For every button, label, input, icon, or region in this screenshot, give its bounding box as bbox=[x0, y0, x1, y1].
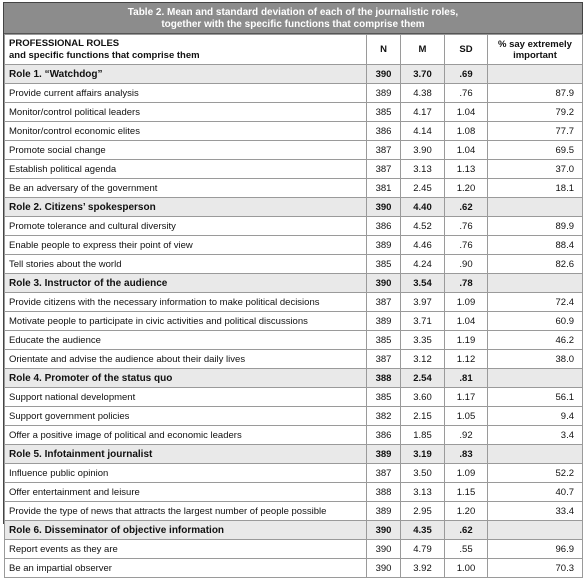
header-roles-line-1: PROFESSIONAL ROLES bbox=[9, 37, 120, 49]
function-row bbox=[5, 141, 583, 160]
row-label: Tell stories about the world bbox=[5, 255, 367, 274]
row-pct: 18.1 bbox=[488, 179, 583, 198]
row-sd: .83 bbox=[445, 445, 488, 464]
function-row bbox=[5, 293, 583, 312]
row-m: 1.85 bbox=[401, 426, 445, 445]
header-n: N bbox=[367, 35, 401, 65]
function-row bbox=[5, 103, 583, 122]
row-m: 3.13 bbox=[401, 160, 445, 179]
row-pct: 82.6 bbox=[488, 255, 583, 274]
function-row bbox=[5, 331, 583, 350]
header-m: M bbox=[401, 35, 445, 65]
row-label: Monitor/control political leaders bbox=[5, 103, 367, 122]
role-row bbox=[5, 274, 583, 293]
row-pct: 77.7 bbox=[488, 122, 583, 141]
row-m: 4.14 bbox=[401, 122, 445, 141]
header-pct-line-2: important bbox=[513, 49, 557, 61]
row-n: 387 bbox=[367, 293, 401, 312]
role-row bbox=[5, 521, 583, 540]
row-label: Offer a positive image of political and economic leaders bbox=[5, 426, 367, 445]
function-row bbox=[5, 407, 583, 426]
row-sd: 1.17 bbox=[445, 388, 488, 407]
row-m: 3.13 bbox=[401, 483, 445, 502]
table-title bbox=[4, 3, 582, 34]
title-line-2: together with the specific functions that comprise them bbox=[161, 19, 425, 30]
header-row bbox=[5, 35, 583, 65]
row-label: Role 3. Instructor of the audience bbox=[5, 274, 367, 293]
row-m: 4.52 bbox=[401, 217, 445, 236]
function-row bbox=[5, 255, 583, 274]
row-pct: 56.1 bbox=[488, 388, 583, 407]
row-label: Role 1. “Watchdog” bbox=[5, 65, 367, 84]
row-label: Enable people to express their point of view bbox=[5, 236, 367, 255]
row-pct: 89.9 bbox=[488, 217, 583, 236]
row-m: 4.40 bbox=[401, 198, 445, 217]
row-n: 390 bbox=[367, 521, 401, 540]
row-pct: 52.2 bbox=[488, 464, 583, 483]
row-m: 3.50 bbox=[401, 464, 445, 483]
row-m: 3.54 bbox=[401, 274, 445, 293]
row-m: 3.97 bbox=[401, 293, 445, 312]
row-n: 382 bbox=[367, 407, 401, 426]
row-sd: .76 bbox=[445, 236, 488, 255]
row-sd: 1.04 bbox=[445, 103, 488, 122]
row-label: Offer entertainment and leisure bbox=[5, 483, 367, 502]
row-m: 3.70 bbox=[401, 65, 445, 84]
row-sd: .76 bbox=[445, 217, 488, 236]
row-m: 2.95 bbox=[401, 502, 445, 521]
row-n: 389 bbox=[367, 445, 401, 464]
function-row bbox=[5, 426, 583, 445]
row-n: 386 bbox=[367, 217, 401, 236]
row-label: Educate the audience bbox=[5, 331, 367, 350]
row-m: 4.79 bbox=[401, 540, 445, 559]
roles-table bbox=[4, 34, 583, 578]
function-row bbox=[5, 236, 583, 255]
row-n: 385 bbox=[367, 331, 401, 350]
row-label: Be an adversary of the government bbox=[5, 179, 367, 198]
row-sd: 1.20 bbox=[445, 502, 488, 521]
row-label: Promote social change bbox=[5, 141, 367, 160]
function-row bbox=[5, 540, 583, 559]
function-row bbox=[5, 559, 583, 578]
function-row bbox=[5, 122, 583, 141]
row-n: 390 bbox=[367, 65, 401, 84]
function-row bbox=[5, 483, 583, 502]
row-sd: 1.04 bbox=[445, 141, 488, 160]
row-label: Monitor/control economic elites bbox=[5, 122, 367, 141]
row-label: Support national development bbox=[5, 388, 367, 407]
row-m: 2.45 bbox=[401, 179, 445, 198]
row-label: Role 2. Citizens’ spokesperson bbox=[5, 198, 367, 217]
row-n: 387 bbox=[367, 160, 401, 179]
row-label: Influence public opinion bbox=[5, 464, 367, 483]
row-n: 389 bbox=[367, 312, 401, 331]
row-label: Provide current affairs analysis bbox=[5, 84, 367, 103]
row-pct: 60.9 bbox=[488, 312, 583, 331]
row-pct bbox=[488, 521, 583, 540]
row-m: 3.90 bbox=[401, 141, 445, 160]
row-label: Support government policies bbox=[5, 407, 367, 426]
row-n: 388 bbox=[367, 369, 401, 388]
row-m: 3.71 bbox=[401, 312, 445, 331]
row-pct: 79.2 bbox=[488, 103, 583, 122]
function-row bbox=[5, 502, 583, 521]
row-sd: .62 bbox=[445, 198, 488, 217]
role-row bbox=[5, 445, 583, 464]
row-n: 390 bbox=[367, 274, 401, 293]
header-roles bbox=[5, 35, 367, 65]
row-sd: .90 bbox=[445, 255, 488, 274]
row-n: 390 bbox=[367, 559, 401, 578]
row-sd: 1.09 bbox=[445, 464, 488, 483]
row-sd: .81 bbox=[445, 369, 488, 388]
row-n: 386 bbox=[367, 426, 401, 445]
row-m: 4.38 bbox=[401, 84, 445, 103]
row-sd: .62 bbox=[445, 521, 488, 540]
row-label: Motivate people to participate in civic activities and political discussions bbox=[5, 312, 367, 331]
row-sd: 1.15 bbox=[445, 483, 488, 502]
row-pct: 88.4 bbox=[488, 236, 583, 255]
header-pct bbox=[488, 35, 583, 65]
row-n: 389 bbox=[367, 502, 401, 521]
row-pct bbox=[488, 274, 583, 293]
row-sd: 1.05 bbox=[445, 407, 488, 426]
row-sd: 1.00 bbox=[445, 559, 488, 578]
row-m: 3.12 bbox=[401, 350, 445, 369]
function-row bbox=[5, 179, 583, 198]
role-row bbox=[5, 198, 583, 217]
row-m: 4.46 bbox=[401, 236, 445, 255]
row-label: Role 6. Disseminator of objective information bbox=[5, 521, 367, 540]
row-pct: 3.4 bbox=[488, 426, 583, 445]
function-row bbox=[5, 464, 583, 483]
row-m: 4.17 bbox=[401, 103, 445, 122]
row-label: Role 5. Infotainment journalist bbox=[5, 445, 367, 464]
row-sd: 1.19 bbox=[445, 331, 488, 350]
row-pct bbox=[488, 198, 583, 217]
row-pct: 70.3 bbox=[488, 559, 583, 578]
row-sd: 1.20 bbox=[445, 179, 488, 198]
row-label: Role 4. Promoter of the status quo bbox=[5, 369, 367, 388]
function-row bbox=[5, 217, 583, 236]
row-pct bbox=[488, 65, 583, 84]
row-sd: 1.08 bbox=[445, 122, 488, 141]
row-m: 4.35 bbox=[401, 521, 445, 540]
row-pct: 38.0 bbox=[488, 350, 583, 369]
function-row bbox=[5, 160, 583, 179]
row-pct: 46.2 bbox=[488, 331, 583, 350]
row-sd: .55 bbox=[445, 540, 488, 559]
row-pct: 9.4 bbox=[488, 407, 583, 426]
role-row bbox=[5, 369, 583, 388]
row-n: 381 bbox=[367, 179, 401, 198]
row-m: 3.92 bbox=[401, 559, 445, 578]
header-sd: SD bbox=[445, 35, 488, 65]
row-label: Report events as they are bbox=[5, 540, 367, 559]
row-sd: 1.04 bbox=[445, 312, 488, 331]
row-label: Orientate and advise the audience about their daily lives bbox=[5, 350, 367, 369]
row-sd: 1.12 bbox=[445, 350, 488, 369]
row-n: 385 bbox=[367, 103, 401, 122]
row-m: 3.35 bbox=[401, 331, 445, 350]
row-pct: 37.0 bbox=[488, 160, 583, 179]
row-pct: 69.5 bbox=[488, 141, 583, 160]
row-n: 385 bbox=[367, 388, 401, 407]
row-pct: 87.9 bbox=[488, 84, 583, 103]
row-n: 388 bbox=[367, 483, 401, 502]
function-row bbox=[5, 312, 583, 331]
row-sd: .92 bbox=[445, 426, 488, 445]
row-label: Provide the type of news that attracts the largest number of people possible bbox=[5, 502, 367, 521]
row-pct bbox=[488, 369, 583, 388]
row-n: 389 bbox=[367, 236, 401, 255]
table-frame bbox=[3, 2, 583, 574]
row-n: 389 bbox=[367, 84, 401, 103]
row-n: 387 bbox=[367, 464, 401, 483]
row-m: 2.15 bbox=[401, 407, 445, 426]
row-pct: 40.7 bbox=[488, 483, 583, 502]
row-sd: .69 bbox=[445, 65, 488, 84]
row-pct bbox=[488, 445, 583, 464]
function-row bbox=[5, 388, 583, 407]
row-n: 387 bbox=[367, 141, 401, 160]
row-sd: .78 bbox=[445, 274, 488, 293]
row-sd: .76 bbox=[445, 84, 488, 103]
row-label: Promote tolerance and cultural diversity bbox=[5, 217, 367, 236]
row-m: 2.54 bbox=[401, 369, 445, 388]
row-n: 386 bbox=[367, 122, 401, 141]
row-label: Establish political agenda bbox=[5, 160, 367, 179]
row-n: 390 bbox=[367, 198, 401, 217]
row-n: 390 bbox=[367, 540, 401, 559]
row-sd: 1.13 bbox=[445, 160, 488, 179]
header-pct-line-1: % say extremely bbox=[498, 38, 572, 50]
row-pct: 33.4 bbox=[488, 502, 583, 521]
function-row bbox=[5, 350, 583, 369]
row-m: 3.60 bbox=[401, 388, 445, 407]
function-row bbox=[5, 84, 583, 103]
row-label: Be an impartial observer bbox=[5, 559, 367, 578]
role-row bbox=[5, 65, 583, 84]
row-pct: 72.4 bbox=[488, 293, 583, 312]
row-label: Provide citizens with the necessary information to make political decisions bbox=[5, 293, 367, 312]
header-roles-line-2: and specific functions that comprise them bbox=[9, 49, 200, 61]
row-sd: 1.09 bbox=[445, 293, 488, 312]
row-n: 385 bbox=[367, 255, 401, 274]
row-m: 4.24 bbox=[401, 255, 445, 274]
title-line-1: Table 2. Mean and standard deviation of each of the journalistic roles, bbox=[127, 7, 459, 18]
row-n: 387 bbox=[367, 350, 401, 369]
row-m: 3.19 bbox=[401, 445, 445, 464]
row-pct: 96.9 bbox=[488, 540, 583, 559]
